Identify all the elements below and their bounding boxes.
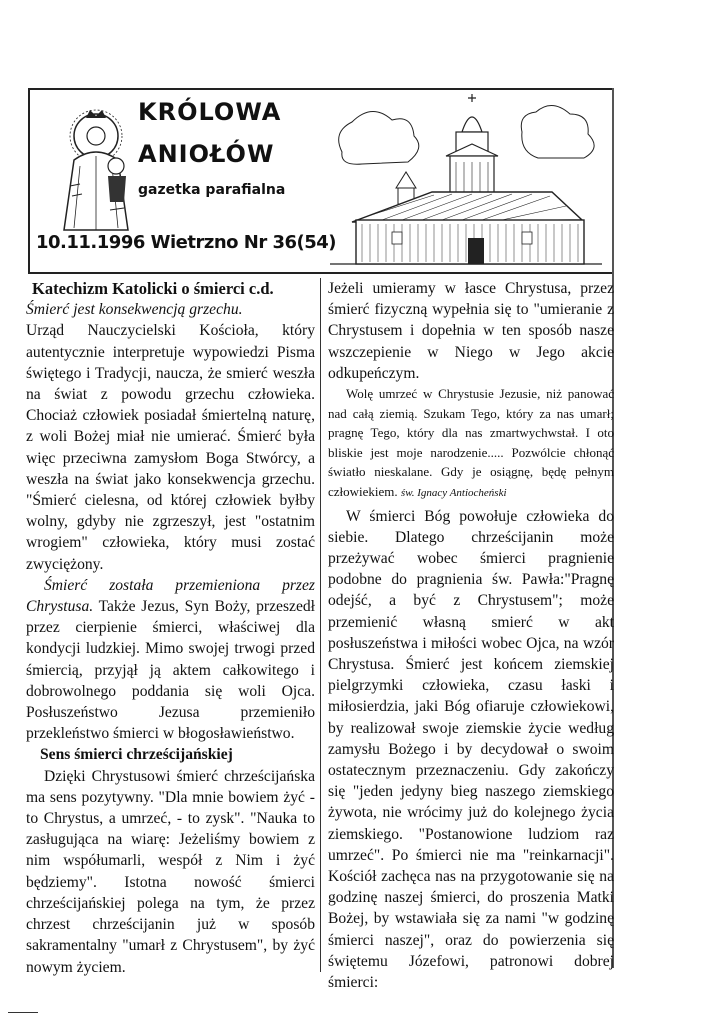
paragraph: W śmierci Bóg powołuje człowieka do siebie. Dlatego chrześcijanin może przeżywać wobec śmierci pragnienie podobne do pragnienia św. Pawła:"Pragnę odejść, a być z Chrystusem"; może przemienić własną smierć w akt posłuszeństwa i miłości wobec Ojca, na wzór Chrystusa. Śmierć jest końcem ziemskiej pielgrzymki człowieka, czasu łaski i miłosierdzia, jaki Bóg ofiaruje człowiekowi, by realizował swoje ziemskie życie według zamysłu Bożego i by decydował o swoim ostatecznym przeznaczeniu. Gdy zakończy się "jeden jedyny bieg naszego ziemskiego żywota, nie wrócimy już do kolejnego życia ziemskiego. "Postanowione ludziom raz umrzeć". Po śmierci nie ma "reinkarnacji". Kościół zachęca nas na przygotowanie się na godzinę naszej śmierci, do proszenia Matki Bożej, by wstawiała się za nami "w godzinę śmierci naszej", oraz do powierzenia się świętemu Józefowi, patronowi dobrej śmierci:	[328, 507, 614, 992]
subheading: Sens śmierci chrześcijańskiej	[40, 746, 233, 764]
paragraph	[26, 575, 315, 745]
masthead-title	[138, 98, 281, 168]
paragraph: Urząd Nauczycielski Kościoła, który autentycznie interpretuje wypowiedzi Pisma świętego i Tradycji, naucza, że smierć weszła na świat z powodu grzechu człowieka. Chociaż człowiek posiadał śmiertelną naturę, z woli Bożej miał nie umierać. Śmierć była więc przeciwna zamysłom Boga Stwórcy, a weszła na świat jako konsekwencja grzechu. "Śmierć cielesna, od której człowiek byłby wolny, gdyby nie zgrzeszył, jest "ostatnim wrogiem" człowieka, który musi zostać zwyciężony.	[26, 322, 315, 573]
section-intro: Śmierć jest konsekwencją grzechu.	[26, 301, 243, 319]
quote	[328, 384, 614, 504]
church-illustration	[322, 92, 608, 270]
column-divider	[320, 278, 321, 972]
article-left-column	[26, 278, 315, 978]
issue-line: 10.11.1996 Wietrzno Nr 36(54)	[36, 232, 337, 253]
paragraph-lead: Śmierć została przemieniona przez Chrystusa.	[26, 576, 315, 616]
masthead	[28, 88, 614, 274]
footer-rule	[8, 1012, 38, 1013]
madonna-illustration	[50, 106, 142, 232]
paragraph: Dzięki Chrystusowi śmierć chrześcijańska ma sens pozytywny. "Dla mnie bowiem żyć - to Chrystus, a umrzeć, - to zysk". "Nauka to zasługująca na wiarę: Jeżeliśmy bowiem z nim współumarli, wespół z Nim i żyć będziemy". Istotna nowość śmierci chrześcijańskiej polega na tym, że przez chrzest chrześcijanin już w sposób sakramentalny "umarł z Chrystusem", by żyć nowym życiem.	[26, 767, 315, 976]
quote-text: Wolę umrzeć w Chrystusie Jezusie, niż panować nad całą ziemią. Szukam Tego, który za nas umarł; pragnę Tego, który dla nas zmartwychwstał. I oto bliskie jest moje narodzenie..... Pozwólcie chłonąć światło nieskalane. Gdy je osiągnę, będę pełnym człowiekiem.	[328, 386, 614, 499]
paragraph-body: Także Jezus, Syn Boży, przeszedł przez cierpienie śmierci, właściwej dla kondycji ludzkiej. Mimo swojej trwogi przed śmiercią, przyjął ją aktem całkowitego i dobrowolnego poddania się woli Ojca. Posłuszeństwo Jezusa przemieniło przekleństwo śmierci w błogosławieństwo.	[26, 598, 315, 743]
article-right-column	[328, 278, 614, 993]
article-heading: Katechizm Katolicki o śmierci c.d.	[32, 279, 274, 298]
paragraph: Jeżeli umieramy w łasce Chrystusa, przez śmierć fizyczną wypełnia się to "umieranie z Chrystusem i dopełnia w ten sposób nasze wszczepienie w Niego w Jego akcie odkupeńczym.	[328, 280, 614, 382]
title-line-2: ANIOŁÓW	[138, 140, 275, 168]
masthead-subtitle: gazetka parafialna	[138, 182, 286, 198]
title-line-1: KRÓLOWA	[138, 98, 282, 126]
quote-author: św. Ignacy Antiocheński	[400, 486, 507, 499]
